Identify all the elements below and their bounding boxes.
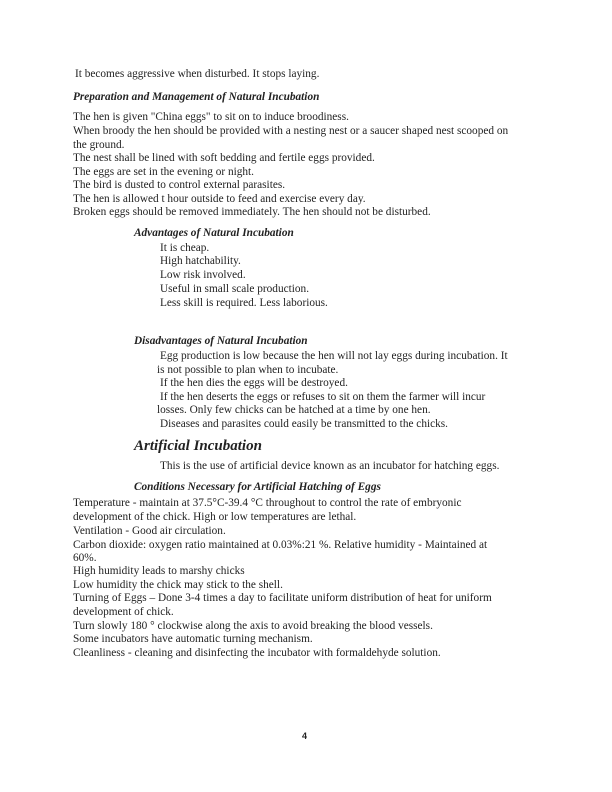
text-line: Less skill is required. Less laborious. — [160, 297, 328, 309]
text-line: Broken eggs should be removed immediately. The hen should not be disturbed. — [73, 206, 431, 218]
text-line: High humidity leads to marshy chicks — [73, 565, 245, 577]
artificial-definition: This is the use of artificial device known as an incubator for hatching eggs. — [160, 460, 500, 472]
text-line: If the hen deserts the eggs or refuses to sit on them the farmer will incur — [160, 391, 486, 403]
text-line: losses. Only few chicks can be hatched at a time by one hen. — [157, 404, 431, 416]
text-line: The eggs are set in the evening or night. — [73, 166, 255, 178]
text-line: 60%. — [73, 552, 97, 564]
text-line: Egg production is low because the hen will not lay eggs during incubation. It — [160, 350, 508, 362]
text-line: The hen is allowed t hour outside to feed and exercise every day. — [73, 193, 366, 205]
text-line: The nest shall be lined with soft bedding and fertile eggs provided. — [73, 152, 375, 164]
text-line: Cleanliness - cleaning and disinfecting the incubator with formaldehyde solution. — [73, 647, 441, 659]
text-line: Low risk involved. — [160, 269, 246, 281]
text-line: Some incubators have automatic turning mechanism. — [73, 633, 313, 645]
text-line: Ventilation - Good air circulation. — [73, 525, 226, 537]
intro-line: It becomes aggressive when disturbed. It stops laying. — [75, 68, 320, 80]
text-line: If the hen dies the eggs will be destroyed. — [160, 377, 348, 389]
artificial-incubation-heading: Artificial Incubation — [134, 438, 262, 454]
text-line: The bird is dusted to control external parasites. — [73, 179, 286, 191]
text-line: High hatchability. — [160, 255, 241, 267]
page-number: 4 — [302, 731, 308, 741]
text-line: Diseases and parasites could easily be transmitted to the chicks. — [160, 418, 448, 430]
text-line: the ground. — [73, 139, 125, 151]
text-line: development of the chick. High or low temperatures are lethal. — [73, 511, 357, 523]
text-line: Carbon dioxide: oxygen ratio maintained at 0.03%:21 %. Relative humidity - Maintained at — [73, 539, 488, 551]
disadvantages-heading: Disadvantages of Natural Incubation — [134, 335, 308, 347]
text-line: Turning of Eggs – Done 3-4 times a day to facilitate uniform distribution of heat for uniform — [73, 592, 492, 604]
advantages-heading: Advantages of Natural Incubation — [134, 227, 294, 239]
text-line: When broody the hen should be provided with a nesting nest or a saucer shaped nest scooped on — [73, 125, 509, 137]
text-line: Turn slowly 180 ° clockwise along the axis to avoid breaking the blood vessels. — [73, 620, 433, 632]
text-line: The hen is given "China eggs" to sit on to induce broodiness. — [73, 111, 349, 123]
text-line: Useful in small scale production. — [160, 283, 310, 295]
text-line: development of chick. — [73, 606, 174, 618]
text-line: Temperature - maintain at 37.5°C-39.4 °C throughout to control the rate of embryonic — [73, 497, 462, 509]
conditions-heading: Conditions Necessary for Artificial Hatching of Eggs — [134, 481, 381, 493]
text-line: Low humidity the chick may stick to the shell. — [73, 579, 283, 591]
text-line: is not possible to plan when to incubate. — [157, 364, 339, 376]
preparation-heading: Preparation and Management of Natural Incubation — [73, 91, 320, 103]
text-line: It is cheap. — [160, 242, 210, 254]
